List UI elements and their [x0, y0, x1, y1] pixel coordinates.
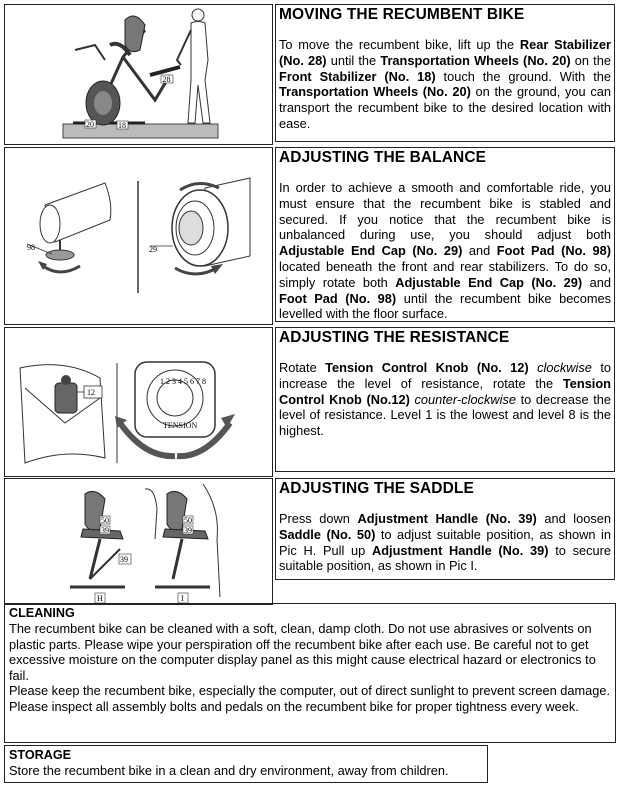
label-18: 18	[118, 121, 126, 130]
pic-i-label: I	[181, 594, 184, 603]
heading-cleaning: CLEANING	[9, 606, 75, 620]
section-resistance	[275, 327, 615, 472]
saddle-h-label-50: 50	[101, 516, 109, 525]
text-run: Adjustment Handle (No. 39)	[371, 542, 549, 558]
text-run: To move the recumbent bike, lift up the	[279, 37, 520, 52]
text-run: Tension Control Knob (No.12)	[279, 375, 611, 407]
text-run: In order to achieve a smooth and comfortable ride, you must ensure that the recumbent bike is stabled and secured. If you notice that the recumbent bike is unbalanced during use, you should adjust both	[279, 180, 611, 243]
knob-scale: 1 2 3 4 5 6 7 8	[160, 377, 206, 386]
text-run: Rear Stabilizer (No. 28)	[279, 37, 612, 68]
text-run: Transportation Wheels (No. 20)	[380, 52, 571, 68]
text-run: Foot Pad (No. 98)	[496, 243, 611, 259]
label-20: 20	[86, 120, 94, 129]
text-run: clockwise	[528, 360, 592, 375]
illustration-moving-bike	[4, 4, 273, 145]
text-run: Saddle (No. 50)	[279, 526, 376, 542]
text-run: located beneath the front and rear stabilizers. To do so, simply rotate both	[279, 258, 611, 290]
text-run: to decrease the level of resistance. Level 1 is the lowest and level 8 is the highest.	[279, 391, 611, 439]
body-moving	[279, 37, 611, 132]
label-29: 29	[149, 245, 157, 254]
text-run: Foot Pad (No. 98)	[279, 290, 397, 306]
section-cleaning	[4, 603, 616, 743]
label-12: 12	[87, 388, 95, 397]
text-run: and	[462, 243, 497, 259]
text-run: to secure suitable position, as shown in Pic I.	[279, 542, 611, 574]
body-resistance	[279, 360, 611, 439]
text-run: counter-clockwise	[409, 391, 516, 407]
section-saddle	[275, 478, 615, 580]
cleaning-paragraph-1: The recumbent bike can be cleaned with a soft, clean, damp cloth. Do not use abrasives or solvents on plastic parts. Please wipe your perspiration off the recumbent bike after each use. Be careful not to get excessive moisture on the computer display panel as this might cause electrical hazard or electronics to fail.	[9, 621, 596, 683]
pic-h-label: H	[97, 594, 103, 603]
heading-resistance: ADJUSTING THE RESISTANCE	[279, 329, 510, 346]
illustration-resistance	[4, 327, 273, 477]
section-balance	[275, 147, 615, 322]
text-run: Adjustable End Cap (No. 29)	[279, 243, 463, 259]
heading-storage: STORAGE	[9, 748, 72, 762]
cleaning-paragraph-2: Please keep the recumbent bike, especially the computer, out of direct sunlight to prevent screen damage.	[9, 683, 611, 699]
text-run: Transportation Wheels (No. 20)	[279, 84, 471, 100]
label-28: 28	[162, 75, 171, 84]
saddle-i-label-50: 50	[184, 516, 192, 525]
saddle-h-label-39b: 39	[120, 555, 128, 564]
saddle-i-label-39: 39	[184, 526, 192, 535]
text-run: and	[582, 274, 611, 290]
text-run: Tension Control Knob (No. 12)	[325, 360, 529, 375]
text-run: Adjustment Handle (No. 39)	[357, 511, 537, 526]
section-moving	[275, 4, 615, 142]
illustration-balance	[4, 147, 273, 325]
text-run: until the	[326, 52, 381, 68]
saddle-h-label-39: 39	[101, 526, 109, 535]
text-run: until the recumbent bike becomes levelled with the floor surface.	[279, 290, 611, 322]
text-run: to adjust suitable position, as shown in Pic H. Pull up	[279, 526, 611, 558]
storage-text: Store the recumbent bike in a clean and dry environment, away from children.	[9, 763, 449, 778]
body-saddle	[279, 511, 611, 574]
text-run: Front Stabilizer (No. 18)	[279, 68, 436, 84]
text-run: on the ground, you can transport the recumbent bike to the desired location with ease.	[279, 84, 611, 131]
illustration-saddle	[4, 478, 273, 605]
text-run: Adjustable End Cap (No. 29)	[395, 274, 583, 290]
text-run: on the	[570, 52, 611, 68]
label-98: 98	[27, 243, 35, 252]
text-run: Rotate	[279, 360, 326, 375]
heading-moving: MOVING THE RECUMBENT BIKE	[279, 6, 525, 23]
knob-tension-label: TENSION	[163, 421, 198, 430]
text-run: and loosen	[536, 511, 611, 526]
section-storage	[4, 745, 488, 783]
heading-saddle: ADJUSTING THE SADDLE	[279, 480, 474, 497]
text-run: Press down	[279, 511, 358, 526]
heading-balance: ADJUSTING THE BALANCE	[279, 149, 487, 166]
body-balance	[279, 180, 611, 322]
cleaning-paragraph-3: Please inspect all assembly bolts and pedals on the recumbent bike for proper tightness every week.	[9, 698, 579, 714]
text-run: touch the ground. With the	[435, 68, 611, 84]
text-run: to increase the level of resistance, rotate the	[279, 360, 612, 391]
